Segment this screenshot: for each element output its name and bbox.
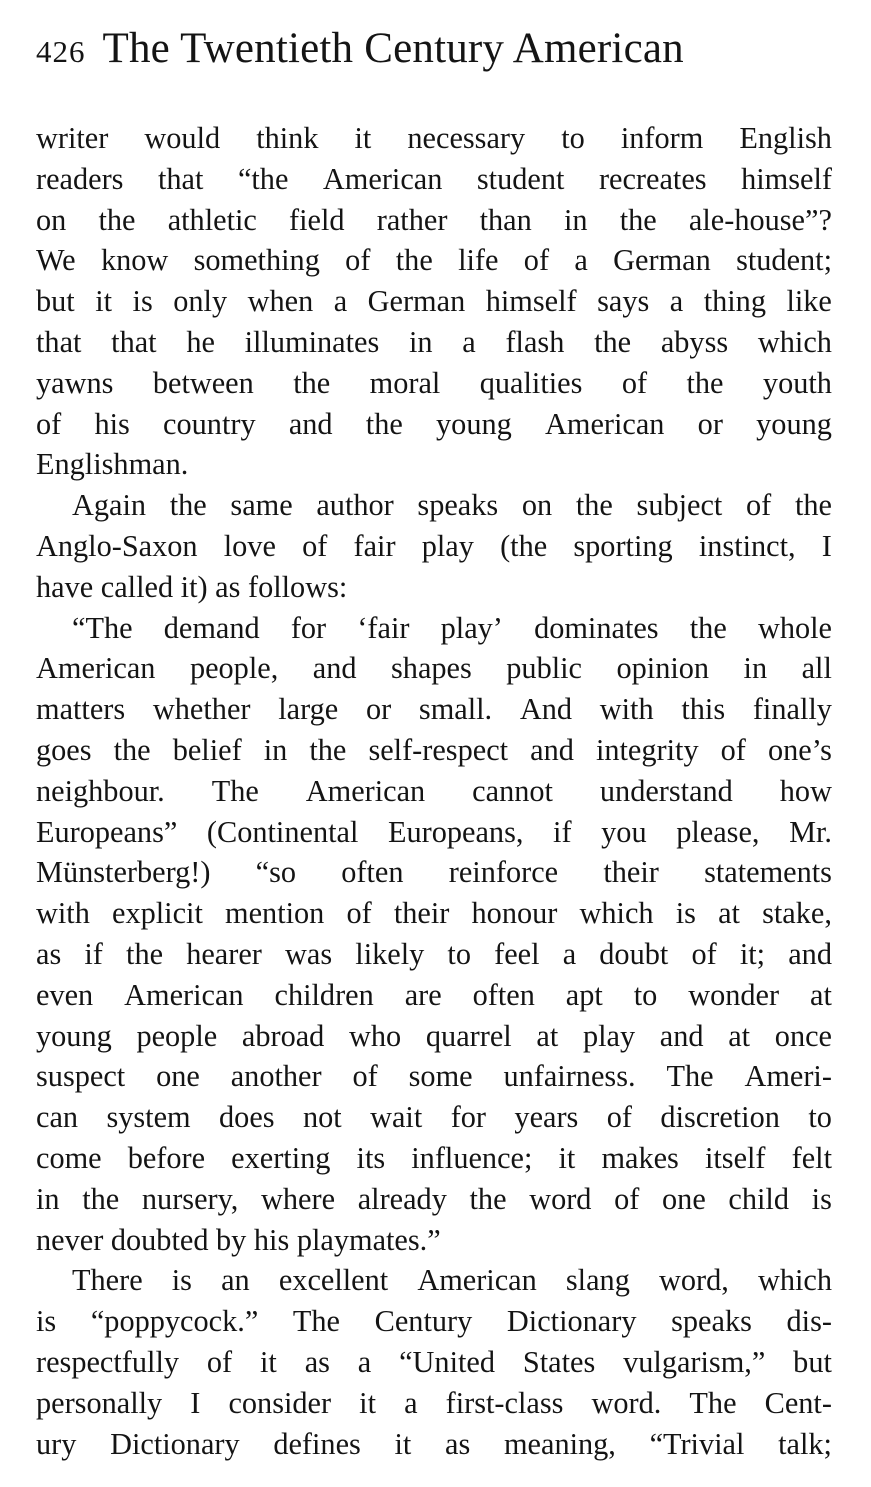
text-line: with explicit mention of their honour which is at stake, bbox=[36, 896, 832, 931]
book-page bbox=[36, 24, 832, 1464]
text-line: readers that “the American student recreates himself bbox=[36, 161, 832, 196]
text-line: Again the same author speaks on the subject of the bbox=[72, 488, 832, 523]
text-line: yawns between the moral qualities of the youth bbox=[36, 365, 832, 400]
body-text bbox=[36, 118, 832, 1464]
text-line: even American children are often apt to wonder at bbox=[36, 977, 832, 1012]
text-line: can system does not wait for years of discretion to bbox=[36, 1100, 832, 1135]
text-line: goes the belief in the self-respect and integrity of one’s bbox=[36, 732, 832, 767]
text-line: ury Dictionary defines it as meaning, “Trivial talk; bbox=[36, 1426, 832, 1461]
text-line: that that he illuminates in a flash the abyss which bbox=[36, 324, 832, 359]
text-line: of his country and the young American or young bbox=[36, 406, 832, 441]
text-line: We know something of the life of a German student; bbox=[36, 243, 832, 278]
text-line: suspect one another of some unfairness. The Ameri- bbox=[36, 1059, 832, 1094]
text-line: writer would think it necessary to inform English bbox=[36, 121, 832, 155]
text-line: American people, and shapes public opinion in all bbox=[36, 651, 832, 686]
page-number: 426 bbox=[36, 34, 86, 69]
text-line: have called it) as follows: bbox=[36, 569, 348, 604]
text-line: neighbour. The American cannot understand how bbox=[36, 773, 832, 808]
running-head bbox=[36, 24, 832, 90]
text-line: Englishman. bbox=[36, 447, 189, 482]
text-line: Europeans” (Continental Europeans, if you please, Mr. bbox=[36, 814, 832, 849]
text-line: come before exerting its influence; it makes itself felt bbox=[36, 1140, 832, 1175]
text-line: matters whether large or small. And with this finally bbox=[36, 692, 832, 727]
text-line: personally I consider it a first-class word. The Cent- bbox=[36, 1385, 832, 1420]
text-line: Münsterberg!) “so often reinforce their statements bbox=[36, 855, 832, 890]
text-line: but it is only when a German himself says a thing like bbox=[36, 284, 832, 319]
text-line: in the nursery, where already the word of one child is bbox=[36, 1181, 832, 1216]
text-line: Anglo-Saxon love of fair play (the sporting instinct, I bbox=[36, 528, 832, 563]
text-line: is “poppycock.” The Century Dictionary speaks dis- bbox=[36, 1304, 832, 1339]
text-line: on the athletic field rather than in the ale-house”? bbox=[36, 202, 832, 237]
text-line: young people abroad who quarrel at play and at once bbox=[36, 1018, 832, 1053]
running-title: The Twentieth Century American bbox=[102, 25, 684, 72]
text-line: never doubted by his playmates.” bbox=[36, 1222, 441, 1257]
text-line: “The demand for ‘fair play’ dominates the whole bbox=[72, 610, 832, 645]
text-line: There is an excellent American slang word, which bbox=[72, 1263, 832, 1298]
text-line: respectfully of it as a “United States vulgarism,” but bbox=[36, 1344, 832, 1379]
text-line: as if the hearer was likely to feel a doubt of it; and bbox=[36, 936, 832, 971]
